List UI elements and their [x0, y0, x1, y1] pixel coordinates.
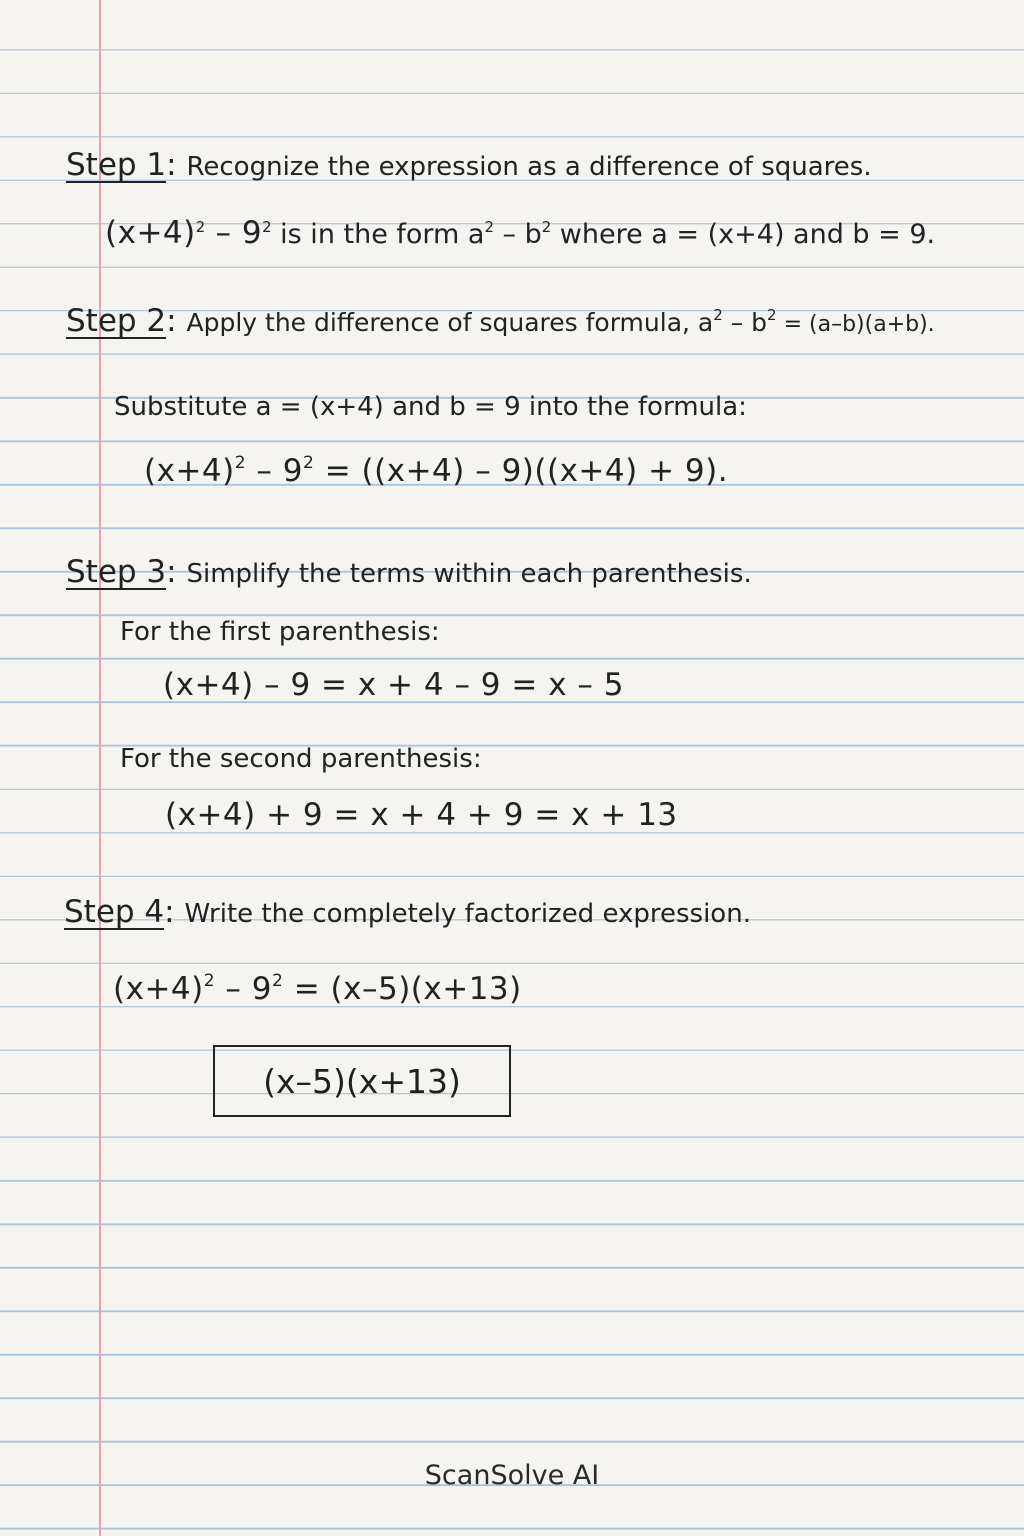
step-3-label: Step 3: [66, 554, 167, 590]
step-2-substitute: Substitute a = (x+4) and b = 9 into the formula:: [114, 392, 747, 422]
step-1-minus: – 9: [205, 215, 263, 251]
step-1-text1: is in the form a: [271, 219, 485, 250]
step-2-title-exp2: 2: [767, 305, 777, 324]
step-3-first-equation: (x+4) – 9 = x + 4 – 9 = x – 5: [163, 667, 624, 703]
step-2-title-exp1: 2: [713, 305, 723, 324]
step-4-eq-exp1: 2: [203, 971, 216, 992]
step-3-second-equation: (x+4) + 9 = x + 4 + 9 = x + 13: [165, 797, 678, 833]
step-3-heading: [66, 554, 752, 590]
footer-brand: ScanSolve AI: [424, 1460, 600, 1491]
step-2-eq-minus: – 9: [246, 453, 304, 489]
step-2-title-pre: Apply the difference of squares formula, a: [186, 308, 714, 337]
step-2-title-mid: – b: [722, 308, 768, 337]
step-4-equation: [113, 971, 522, 1007]
step-2-eq-exp2: 2: [303, 453, 315, 474]
step-1-title: Recognize the expression as a difference of squares.: [186, 152, 872, 182]
step-2-eq-base: (x+4): [144, 453, 235, 489]
step-3-first-label: For the first parenthesis:: [120, 617, 440, 647]
step-1-text2: – b: [493, 219, 542, 250]
step-4-eq-exp2: 2: [272, 971, 284, 992]
step-1-colon: :: [166, 147, 177, 183]
step-3-title: Simplify the terms within each parenthesis.: [186, 559, 752, 589]
step-1-exp2: 2: [262, 217, 272, 236]
step-4-eq-minus: – 9: [215, 971, 273, 1007]
step-3-second-label: For the second parenthesis:: [120, 744, 482, 774]
step-2-title-post: = (a–b)(a+b).: [776, 312, 935, 337]
step-4-label: Step 4: [64, 894, 165, 930]
step-2-equation: [144, 453, 729, 489]
step-1-exp3: 2: [484, 217, 494, 236]
step-2-label: Step 2: [66, 303, 167, 339]
step-2-eq-rest: = ((x+4) – 9)((x+4) + 9).: [314, 453, 729, 489]
margin-line: [99, 0, 101, 1536]
step-1-heading: [66, 147, 872, 183]
step-4-heading: [64, 894, 751, 930]
step-1-exp4: 2: [541, 217, 552, 236]
final-answer: (x–5)(x+13): [263, 1061, 461, 1101]
step-2-colon: :: [166, 303, 177, 339]
step-2-heading: [66, 303, 935, 340]
step-3-colon: :: [166, 554, 177, 590]
step-1-exp1: 2: [195, 217, 206, 236]
step-4-eq-base: (x+4): [113, 971, 204, 1007]
step-2-eq-exp1: 2: [234, 453, 247, 474]
step-1-label: Step 1: [66, 147, 167, 183]
step-4-eq-rest: = (x–5)(x+13): [283, 971, 522, 1007]
step-4-colon: :: [164, 894, 175, 930]
step-1-detail: [105, 215, 936, 251]
final-answer-box: [213, 1045, 511, 1117]
step-4-title: Write the completely factorized expression.: [184, 899, 751, 929]
step-1-text3: where a = (x+4) and b = 9.: [551, 219, 936, 250]
step-1-expr-base: (x+4): [105, 215, 196, 251]
